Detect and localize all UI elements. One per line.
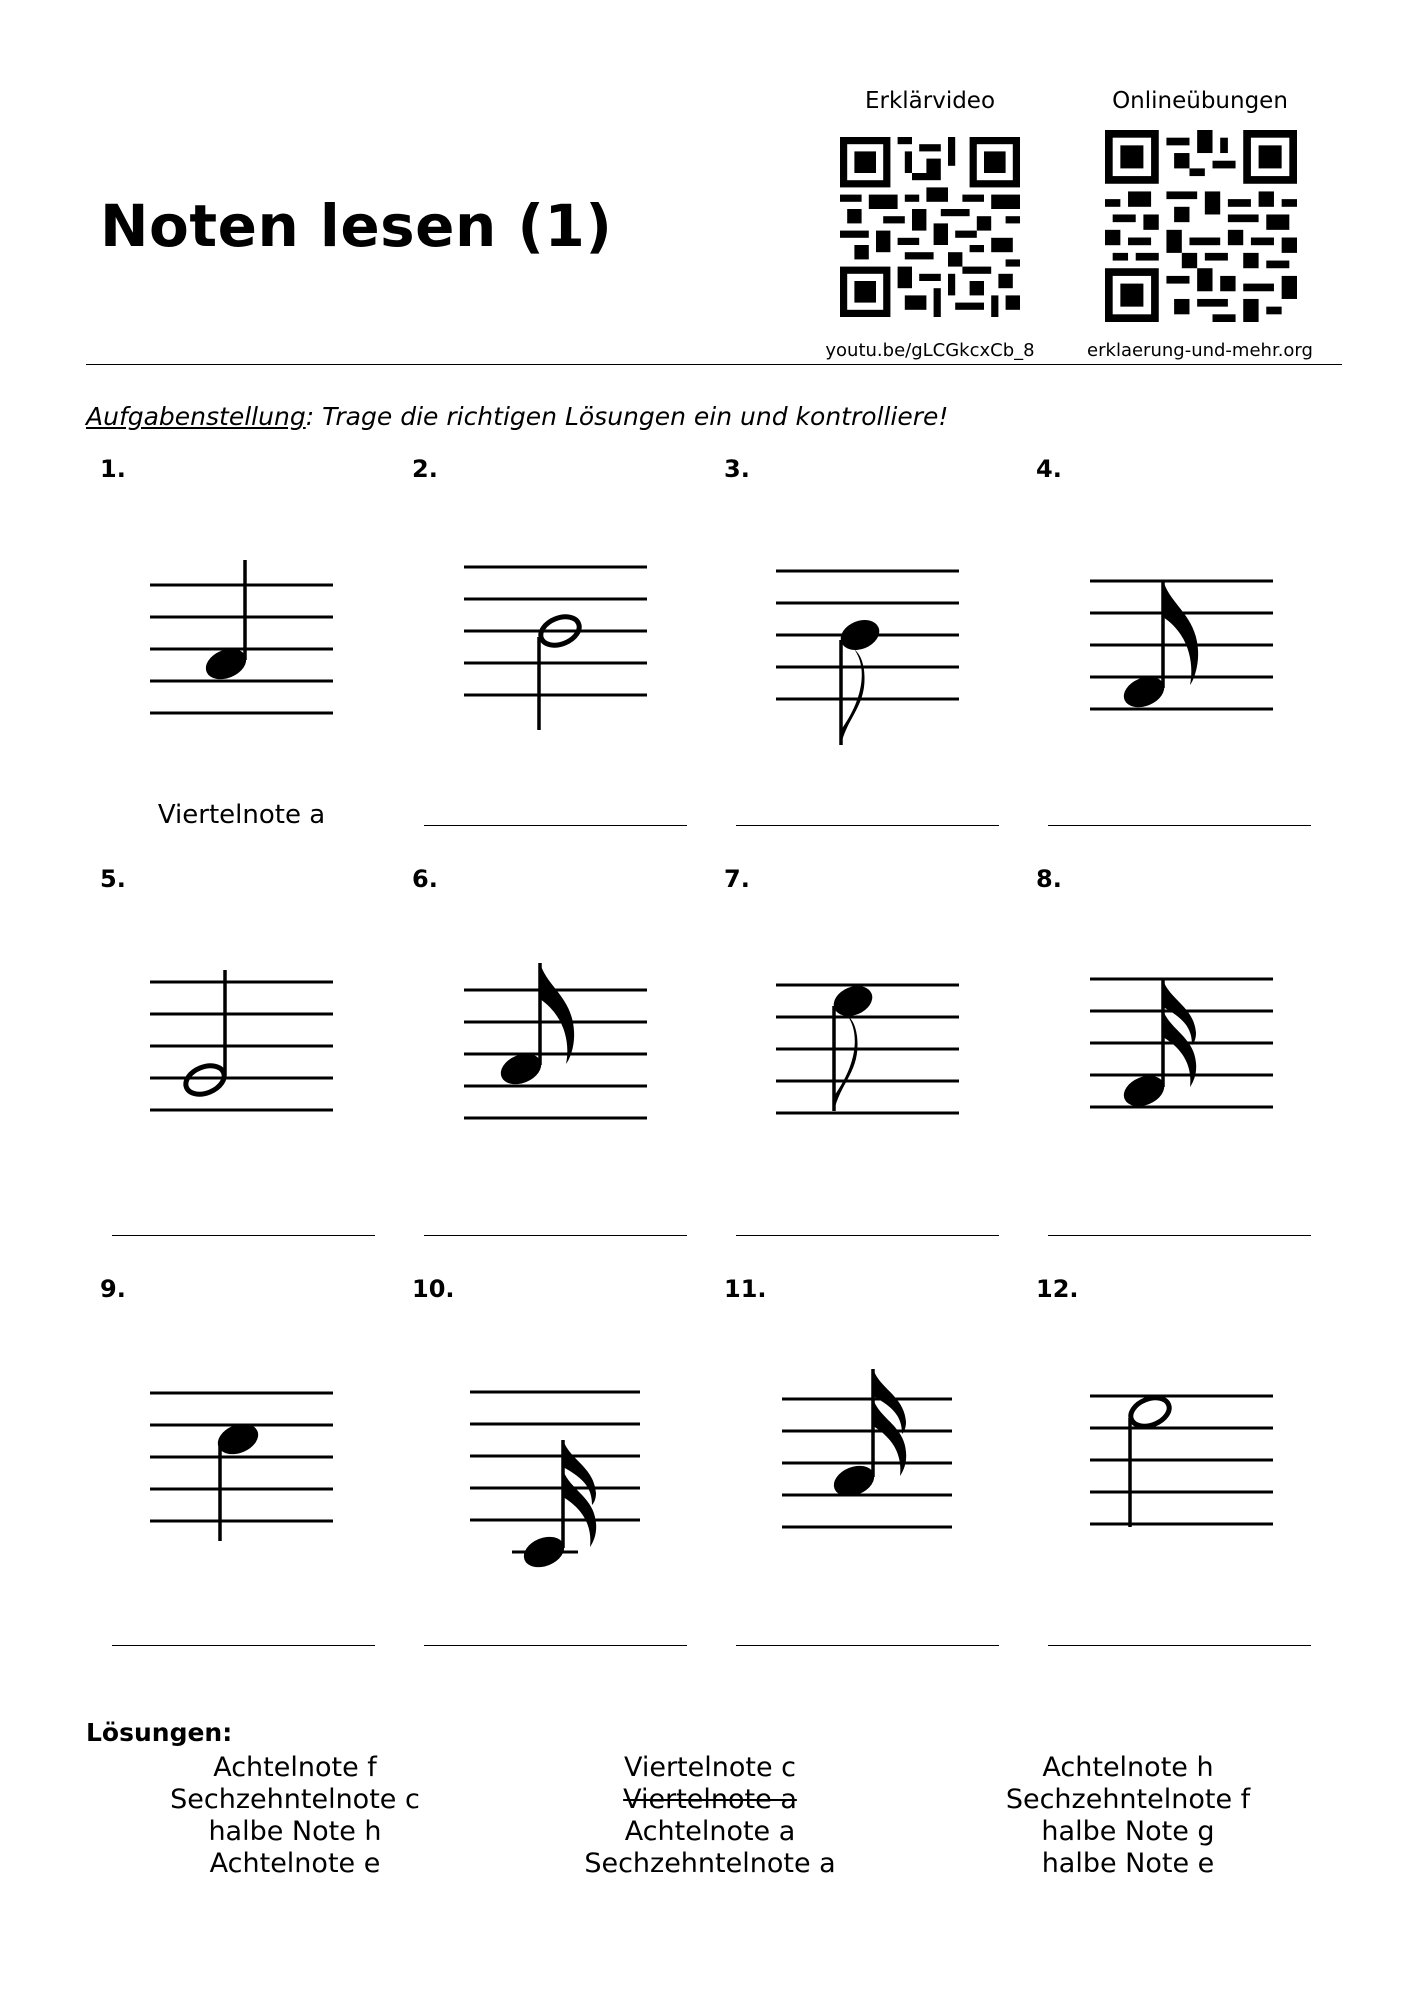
exercise-staff-10 — [470, 1375, 655, 1575]
solution-item: Achtelnote h — [1042, 1752, 1214, 1783]
task-text: : Trage die richtigen Lösungen ein und kontrolliere! — [305, 402, 949, 431]
solution-item: Achtelnote a — [624, 1816, 796, 1847]
note-head — [1127, 1392, 1174, 1431]
exercise-staff-11 — [782, 1355, 967, 1535]
exercise-number-12: 12. — [1036, 1275, 1079, 1303]
solution-item: Achtelnote f — [213, 1752, 377, 1783]
answer-line-2[interactable] — [424, 825, 687, 826]
solution-item: halbe Note h — [208, 1816, 382, 1847]
task-instruction — [86, 402, 948, 431]
solutions-column-3 — [948, 1752, 1308, 1880]
answer-line-4[interactable] — [1048, 825, 1311, 826]
header-divider — [86, 364, 1342, 365]
solution-item: Viertelnote c — [623, 1752, 797, 1783]
answer-line-3[interactable] — [736, 825, 999, 826]
exercise-staff-5 — [150, 965, 335, 1125]
exercise-staff-3 — [776, 555, 961, 755]
solutions-heading: Lösungen: — [86, 1718, 233, 1747]
note-head — [182, 1060, 229, 1099]
solution-item: Achtelnote e — [209, 1848, 381, 1879]
solutions-column-1 — [115, 1752, 475, 1880]
exercise-number-2: 2. — [412, 455, 438, 483]
note-flag — [1163, 580, 1198, 685]
answer-line-10[interactable] — [424, 1645, 687, 1646]
exercise-staff-6 — [464, 965, 649, 1135]
qr-code-video-icon[interactable] — [840, 137, 1020, 317]
qr-url-online[interactable]: erklaerung-und-mehr.org — [1087, 340, 1313, 361]
solution-item: halbe Note g — [1041, 1816, 1215, 1847]
answer-given-1: Viertelnote a — [157, 800, 326, 830]
note-head — [829, 981, 877, 1022]
note-flag — [540, 963, 574, 1064]
exercise-number-3: 3. — [724, 455, 750, 483]
task-label: Aufgabenstellung — [86, 402, 306, 431]
exercise-staff-1 — [150, 555, 335, 715]
exercise-staff-4 — [1090, 555, 1275, 725]
solution-item: Sechzehntelnote a — [584, 1848, 836, 1879]
answer-line-6[interactable] — [424, 1235, 687, 1236]
exercise-staff-9 — [150, 1375, 335, 1545]
exercise-number-8: 8. — [1036, 865, 1062, 893]
note-head — [836, 615, 884, 656]
page-title: Noten lesen (1) — [100, 192, 613, 260]
solution-item-struck: Viertelnote a — [623, 1784, 797, 1815]
answer-line-8[interactable] — [1048, 1235, 1311, 1236]
note-flag — [841, 649, 865, 745]
exercise-staff-7 — [776, 965, 961, 1125]
answer-line-9[interactable] — [112, 1645, 375, 1646]
solution-item: Sechzehntelnote f — [1005, 1784, 1251, 1815]
exercise-number-5: 5. — [100, 865, 126, 893]
exercise-number-4: 4. — [1036, 455, 1062, 483]
answer-line-11[interactable] — [736, 1645, 999, 1646]
qr-url-video[interactable]: youtu.be/gLCGkcxCb_8 — [825, 340, 1035, 361]
exercise-staff-8 — [1090, 965, 1275, 1125]
exercise-number-10: 10. — [412, 1275, 455, 1303]
exercise-number-11: 11. — [724, 1275, 767, 1303]
exercise-staff-12 — [1090, 1375, 1275, 1545]
answer-line-12[interactable] — [1048, 1645, 1311, 1646]
note-flag — [834, 1015, 858, 1111]
solution-item: Sechzehntelnote c — [170, 1784, 420, 1815]
exercise-number-6: 6. — [412, 865, 438, 893]
qr-code-online-icon[interactable] — [1105, 130, 1297, 322]
exercise-number-7: 7. — [724, 865, 750, 893]
exercise-staff-2 — [464, 555, 649, 735]
exercise-number-9: 9. — [100, 1275, 126, 1303]
answer-line-5[interactable] — [112, 1235, 375, 1236]
qr-label-video: Erklärvideo — [864, 88, 996, 114]
solutions-column-2 — [530, 1752, 890, 1880]
answer-line-7[interactable] — [736, 1235, 999, 1236]
qr-label-online: Onlineübungen — [1112, 88, 1288, 114]
solution-item: halbe Note e — [1041, 1848, 1215, 1879]
exercise-number-1: 1. — [100, 455, 126, 483]
